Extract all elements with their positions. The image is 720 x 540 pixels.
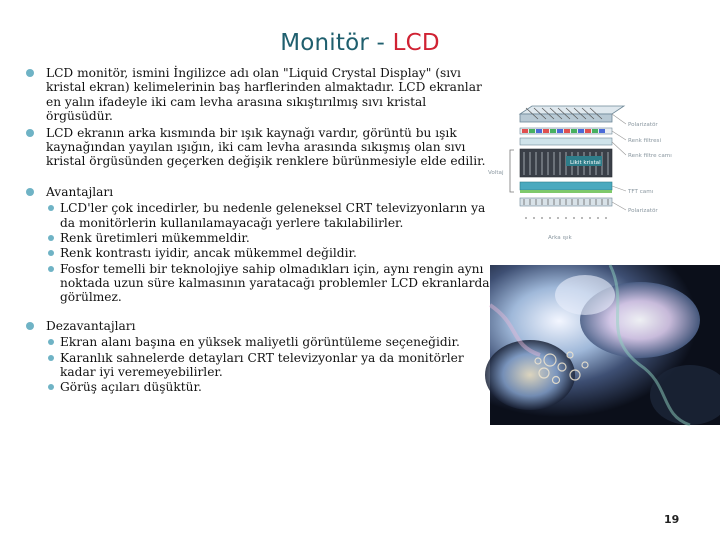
lcd-layer-diagram	[488, 94, 712, 249]
label-liquid-crystal: Likit kristal	[570, 160, 601, 166]
slide-title	[0, 30, 720, 56]
disadvantage-item: Ekran alanı başına en yüksek maliyetli görüntüleme seçeneğidir.	[46, 335, 492, 349]
page-number: 19	[664, 513, 680, 526]
bullet-intro-1: LCD monitör, ismini İngilizce adı olan "Liquid Crystal Display" (sıvı kristal ekran) kelimelerinin baş harflerinden almaktadır. LCD ekranlar en yalın ifadeyle iki cam levha arasına sıkıştırılmış sıvı kristal örgüsüdür.	[22, 66, 492, 124]
advantage-item: Fosfor temelli bir teknolojiye sahip olmadıkları için, aynı rengin aynı noktada uzun süre kalmasının yaratacağı problemler LCD ekranlarda görülmez.	[46, 262, 492, 305]
advantages-heading: Avantajları	[22, 185, 492, 199]
title-accent: LCD	[392, 30, 440, 56]
liquid-crystal-photo	[490, 265, 720, 425]
label-color-filter: Renk filtresi	[628, 138, 661, 144]
advantage-item: Renk üretimleri mükemmeldir.	[46, 231, 492, 245]
disadvantage-item: Görüş açıları düşüktür.	[46, 380, 492, 394]
label-voltage: Voltaj	[488, 170, 504, 176]
label-color-filter-glass: Renk filtre camı	[628, 153, 672, 159]
disadvantage-item: Karanlık sahnelerde detayları CRT televizyonlar ya da monitörler kadar iyi veremeyebilirler.	[46, 351, 492, 380]
advantage-item: LCD'ler çok incedirler, bu nedenle geleneksel CRT televizyonların ya da monitörlerin kullanılamayacağı yerlere takılabilirler.	[46, 201, 492, 230]
label-polarizer-bottom: Polarizatör	[628, 208, 658, 214]
label-tft-glass: TFT camı	[628, 189, 654, 195]
advantage-item: Renk kontrastı iyidir, ancak mükemmel değildir.	[46, 246, 492, 260]
title-main: Monitör -	[280, 30, 393, 56]
slide-content	[22, 66, 492, 395]
bullet-intro-2: LCD ekranın arka kısmında bir ışık kaynağı vardır, görüntü bu ışık kaynağından yayılan ışığın, iki cam levha arasında sıkışmış olan sıvı kristal örgüsünden geçerken değişik renklere bürünmesiyle elde edilir.	[22, 126, 492, 169]
label-backlight: Arka ışık	[548, 235, 572, 241]
disadvantages-heading: Dezavantajları	[22, 319, 492, 333]
label-polarizer-top: Polarizatör	[628, 122, 658, 128]
